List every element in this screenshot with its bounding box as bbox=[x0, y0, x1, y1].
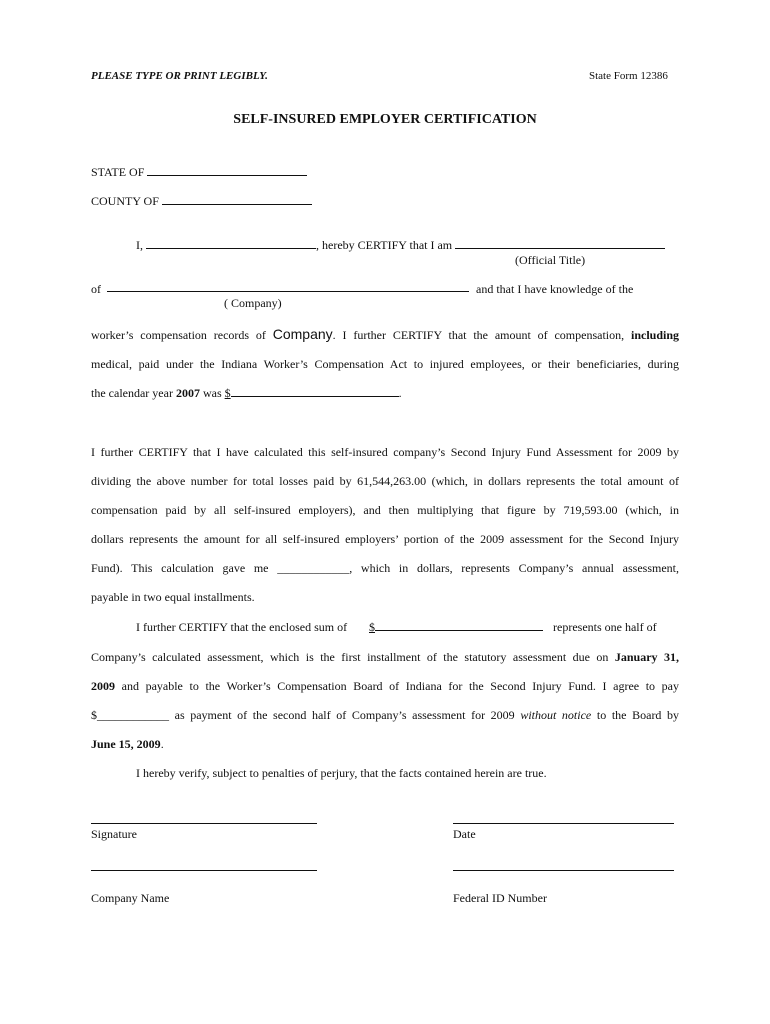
paragraph3-line5 bbox=[91, 737, 164, 751]
p3-company-text: Company’s calculated assessment, which is the first installment of the statutory assessment due on bbox=[91, 650, 609, 664]
paragraph3-line3 bbox=[91, 679, 679, 693]
p2-represents-text: , which in dollars, represents Company’s annual assessment, bbox=[349, 561, 680, 575]
company-input-line[interactable] bbox=[107, 281, 469, 292]
p2-calc-text: Fund). This calculation gave me bbox=[91, 561, 269, 575]
knowledge-text: and that I have knowledge of the bbox=[476, 282, 634, 296]
paragraph3-dollar-field bbox=[369, 620, 543, 634]
p1-text-b: . I further CERTIFY that the amount of compensation, bbox=[332, 328, 625, 342]
official-title-input-line[interactable] bbox=[455, 238, 665, 249]
paragraph2-line2: dividing the above number for total losses paid by 61,544,263.00 (which, in dollars represents the total amount of bbox=[91, 474, 679, 488]
company-name-label: Company Name bbox=[91, 891, 170, 905]
p1-calendar-text: the calendar year bbox=[91, 386, 173, 400]
p3-june-date: June 15, 2009 bbox=[91, 737, 161, 751]
paragraph3-line2 bbox=[91, 650, 679, 664]
compensation-amount-line[interactable] bbox=[231, 386, 399, 397]
p1-period: . bbox=[398, 386, 402, 400]
p3-without-notice: without notice bbox=[520, 708, 592, 722]
paragraph2-line4: dollars represents the amount for all self-insured employers’ portion of the 2009 assessment for the Second Injury bbox=[91, 532, 679, 546]
signature-line[interactable] bbox=[91, 823, 317, 824]
paragraph1-line1 bbox=[91, 327, 679, 342]
p1-was: was bbox=[202, 386, 222, 400]
state-label: STATE OF bbox=[91, 165, 145, 179]
paragraph3-line1-b: represents one half of bbox=[553, 620, 657, 634]
of-label: of bbox=[91, 282, 101, 296]
date-line[interactable] bbox=[453, 823, 674, 824]
signature-label: Signature bbox=[91, 827, 137, 841]
p3-second-half-text: as payment of the second half of Company’s assessment for 2009 bbox=[174, 708, 515, 722]
state-input-line[interactable] bbox=[147, 165, 307, 176]
paragraph2-line5 bbox=[91, 561, 679, 575]
paragraph2-line6: payable in two equal installments. bbox=[91, 590, 255, 604]
print-instruction: PLEASE TYPE OR PRINT LEGIBLY. bbox=[91, 70, 268, 82]
certifier-row bbox=[136, 238, 665, 252]
p1-including: including bbox=[630, 328, 680, 342]
i-label: I, bbox=[136, 238, 143, 252]
federal-id-line[interactable] bbox=[453, 870, 674, 871]
paragraph3-line1-a: I further CERTIFY that the enclosed sum of bbox=[136, 620, 348, 634]
name-input-line[interactable] bbox=[146, 238, 316, 249]
form-number: State Form 12386 bbox=[589, 70, 668, 82]
county-row bbox=[91, 194, 312, 208]
p3-dollar: $ bbox=[369, 620, 375, 634]
county-input-line[interactable] bbox=[162, 194, 312, 205]
annual-assessment-blank[interactable]: ____________ bbox=[277, 561, 350, 575]
company-caption: ( Company) bbox=[224, 296, 282, 310]
federal-id-label: Federal ID Number bbox=[453, 891, 547, 905]
p3-due-date: January 31, bbox=[614, 650, 679, 664]
p3-period: . bbox=[160, 737, 164, 751]
p1-year: 2007 bbox=[175, 386, 200, 400]
verify-statement: I hereby verify, subject to penalties of perjury, that the facts contained herein are true. bbox=[136, 766, 547, 780]
paragraph1-line3 bbox=[91, 386, 402, 400]
paragraph2-line1: I further CERTIFY that I have calculated this self-insured company’s Second Injury Fund Assessment for 2009 by bbox=[91, 445, 679, 459]
paragraph1-line2: medical, paid under the Indiana Worker’s Compensation Act to injured employees, or their beneficiaries, during bbox=[91, 357, 679, 371]
certify-text: , hereby CERTIFY that I am bbox=[316, 238, 453, 252]
p1-text-a: worker’s compensation records of bbox=[91, 328, 266, 342]
enclosed-sum-line[interactable] bbox=[375, 620, 543, 631]
paragraph2-line3: compensation paid by all self-insured employers), and then multiplying that figure by 719,593.00 (which, in bbox=[91, 503, 679, 517]
date-label: Date bbox=[453, 827, 476, 841]
paragraph3-line4 bbox=[91, 708, 679, 722]
state-row bbox=[91, 165, 307, 179]
p1-company: Company bbox=[272, 326, 333, 342]
p3-year: 2009 bbox=[91, 679, 115, 693]
p3-payable-text: and payable to the Worker’s Compensation Board of Indiana for the Second Injury Fund. I agree to pay bbox=[121, 679, 679, 693]
company-name-line[interactable] bbox=[91, 870, 317, 871]
second-half-blank[interactable]: $____________ bbox=[91, 708, 169, 722]
p1-dollar: $ bbox=[224, 386, 231, 400]
official-title-caption: (Official Title) bbox=[515, 253, 586, 267]
page-title: SELF-INSURED EMPLOYER CERTIFICATION bbox=[233, 112, 537, 127]
county-label: COUNTY OF bbox=[91, 194, 159, 208]
p3-board-text: to the Board by bbox=[596, 708, 680, 722]
